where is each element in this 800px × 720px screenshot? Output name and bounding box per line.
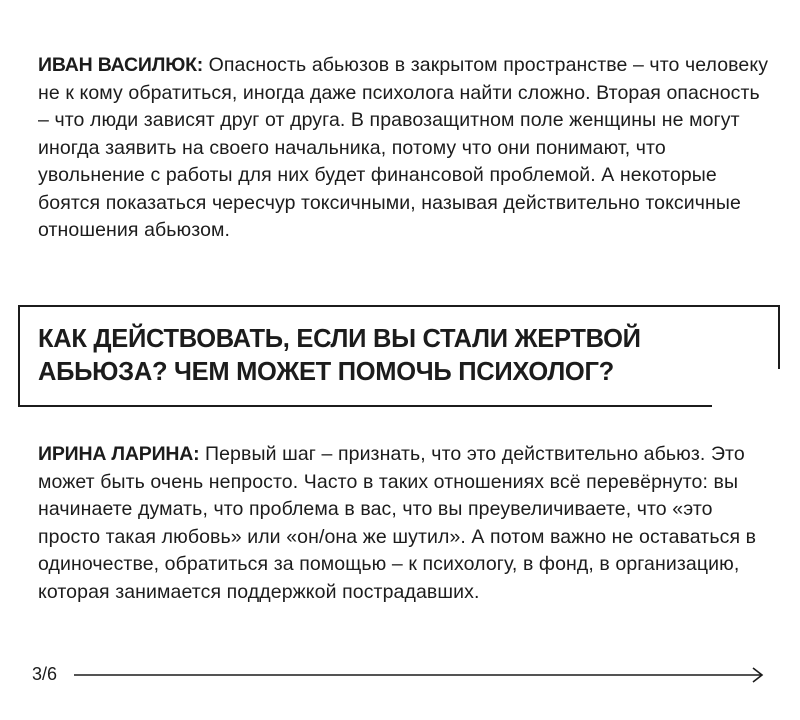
speaker-name: ИВАН ВАСИЛЮК:: [38, 54, 204, 76]
page-indicator: 3/6: [32, 664, 58, 684]
interview-answer-1: [38, 52, 773, 245]
answer-text: Первый шаг – признать, что это действительно абьюз. Это может быть очень непросто. Часто в таких отношениях всё перевёрнуто: вы начинаете думать, что проблема в вас, что вы преувеличиваете, что «это просто такая любовь» или «он/она же шутил». А потом важно не оставаться в одиночестве, обратиться за помощью – к психологу, в фонд, в организацию, которая занимается поддержкой пострадавших.: [38, 443, 757, 603]
question-heading: КАК ДЕЙСТВОВАТЬ, ЕСЛИ ВЫ СТАЛИ ЖЕРТВОЙ АБЬЮЗА? ЧЕМ МОЖЕТ ПОМОЧЬ ПСИХОЛОГ?: [38, 325, 641, 386]
frame-line-top: [18, 305, 780, 307]
question-heading-frame: [18, 305, 778, 407]
next-page-arrow[interactable]: [74, 664, 766, 684]
interview-answer-2: [38, 441, 773, 606]
answer-text: Опасность абьюзов в закрытом пространстве – что человеку не к кому обратиться, иногда даже психолога найти сложно. Вторая опасность – что люди зависят друг от друга. В правозащитном поле женщины не могут иногда заявить на своего начальника, потому что они понимают, что увольнение с работы для них будет финансовой проблемой. А некоторые боятся показаться чересчур токсичными, называя действительно токсичные отношения абьюзом.: [38, 54, 769, 241]
frame-line-right: [778, 305, 780, 369]
speaker-name: ИРИНА ЛАРИНА:: [38, 443, 200, 465]
frame-line-bottom: [18, 405, 712, 407]
frame-line-left: [18, 305, 20, 407]
